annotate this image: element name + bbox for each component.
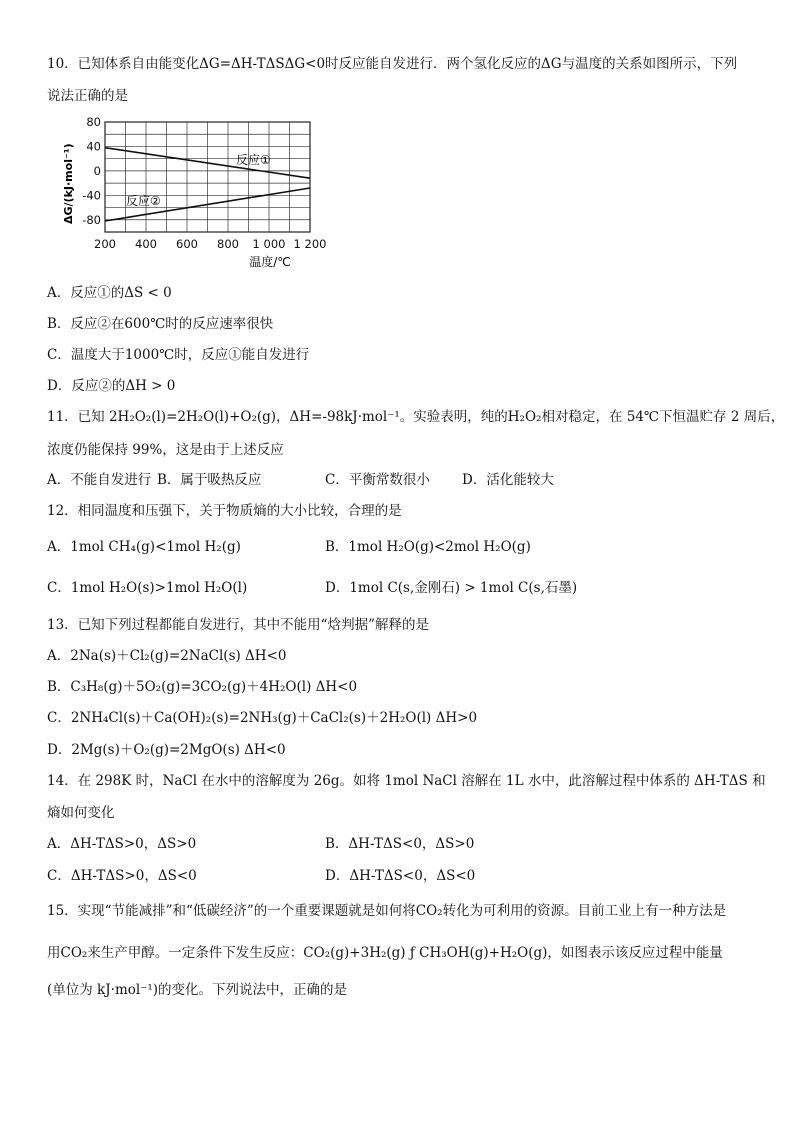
q15-stem-line3: (单位为 kJ·mol⁻¹)的变化。下列说法中，正确的是 [47, 982, 347, 998]
q10-option-d: D．反应②的ΔH > 0 [47, 378, 176, 394]
x-tick-label: 600 [176, 237, 198, 251]
y-tick-label: -40 [82, 188, 101, 203]
q15-stem-line2: 用CO₂来生产甲醇。一定条件下发生反应：CO₂(g)+3H₂(g) ƒ CH₃OH(g)+H₂O(g)，如图表示该反应过程中能量 [47, 945, 723, 961]
q10-option-b: B．反应②在600℃时的反应速率很快 [47, 316, 274, 332]
q13-stem: 13．已知下列过程都能自发进行，其中不能用“焓判据”解释的是 [47, 617, 429, 633]
q14-option-b: B．ΔH-TΔS<0，ΔS>0 [325, 836, 475, 852]
q11-stem-line2: 浓度仍能保持 99%，这是由于上述反应 [47, 442, 284, 458]
q10-chart [60, 112, 340, 272]
y-tick-label: -80 [82, 212, 101, 227]
chart-x-axis-label: 温度/℃ [249, 255, 291, 269]
q12-option-a: A．1mol CH₄(g)<1mol H₂(g) [47, 539, 241, 555]
q13-option-d: D．2Mg(s)＋O₂(g)=2MgO(s) ΔH<0 [47, 742, 286, 758]
x-tick-label: 1 000 [252, 237, 286, 251]
x-tick-label: 800 [217, 237, 239, 251]
x-tick-label: 1 200 [293, 237, 327, 251]
q14-option-c: C．ΔH-TΔS>0，ΔS<0 [47, 868, 197, 884]
q12-option-d: D．1mol C(s,金刚石) > 1mol C(s,石墨) [325, 580, 578, 596]
q12-option-c: C．1mol H₂O(s)>1mol H₂O(l) [47, 580, 248, 596]
q11-option-d: D．活化能较大 [462, 472, 554, 488]
q14-option-d: D．ΔH-TΔS<0，ΔS<0 [325, 868, 476, 884]
y-tick-label: 0 [93, 163, 101, 178]
series-label-2: 反应② [126, 194, 161, 208]
q15-stem-line1: 15．实现“节能减排”和“低碳经济”的一个重要课题就是如何将CO₂转化为可利用的资源。目前工业上有一种方法是 [47, 903, 727, 919]
q14-stem-line2: 熵如何变化 [47, 805, 115, 821]
y-tick-label: 80 [86, 115, 101, 129]
chart-y-axis-label: ΔG/(kJ·mol⁻¹) [62, 143, 75, 224]
q13-option-c: C．2NH₄Cl(s)＋Ca(OH)₂(s)=2NH₃(g)＋CaCl₂(s)＋2H₂O(l) ΔH>0 [47, 710, 478, 726]
y-tick-label: 40 [86, 139, 101, 154]
q13-option-a: A．2Na(s)＋Cl₂(g)=2NaCl(s) ΔH<0 [47, 648, 287, 664]
q13-option-b: B．C₃H₈(g)＋5O₂(g)=3CO₂(g)＋4H₂O(l) ΔH<0 [47, 679, 358, 695]
q10-stem-line1: 10．已知体系自由能变化ΔG=ΔH-TΔSΔG<0时反应能自发进行．两个氢化反应的ΔG与温度的关系如图所示，下列 [47, 56, 738, 72]
q14-option-a: A．ΔH-TΔS>0，ΔS>0 [47, 836, 197, 852]
q10-option-c: C．温度大于1000℃时，反应①能自发进行 [47, 347, 310, 363]
q12-option-b: B．1mol H₂O(g)<2mol H₂O(g) [325, 539, 531, 555]
q11-stem-line1: 11．已知 2H₂O₂(l)=2H₂O(l)+O₂(g)，ΔH=-98kJ·mol⁻¹。实验表明，纯的H₂O₂相对稳定，在 54℃下恒温贮存 2 周后， [47, 409, 785, 425]
x-tick-label: 400 [135, 237, 157, 251]
q12-stem: 12．相同温度和压强下，关于物质熵的大小比较，合理的是 [47, 503, 402, 519]
q11-option-a: A．不能自发进行 [47, 472, 152, 488]
q11-option-b: B．属于吸热反应 [157, 472, 262, 488]
x-tick-label: 200 [94, 237, 116, 251]
q10-stem-line2: 说法正确的是 [47, 88, 128, 104]
q10-option-a: A．反应①的ΔS < 0 [47, 285, 172, 301]
q11-option-c: C．平衡常数很小 [325, 472, 430, 488]
series-label-1: 反应① [236, 153, 271, 167]
q14-stem-line1: 14．在 298K 时，NaCl 在水中的溶解度为 26g。如将 1mol NaCl 溶解在 1L 水中，此溶解过程中体系的 ΔH-TΔS 和 [47, 773, 766, 789]
